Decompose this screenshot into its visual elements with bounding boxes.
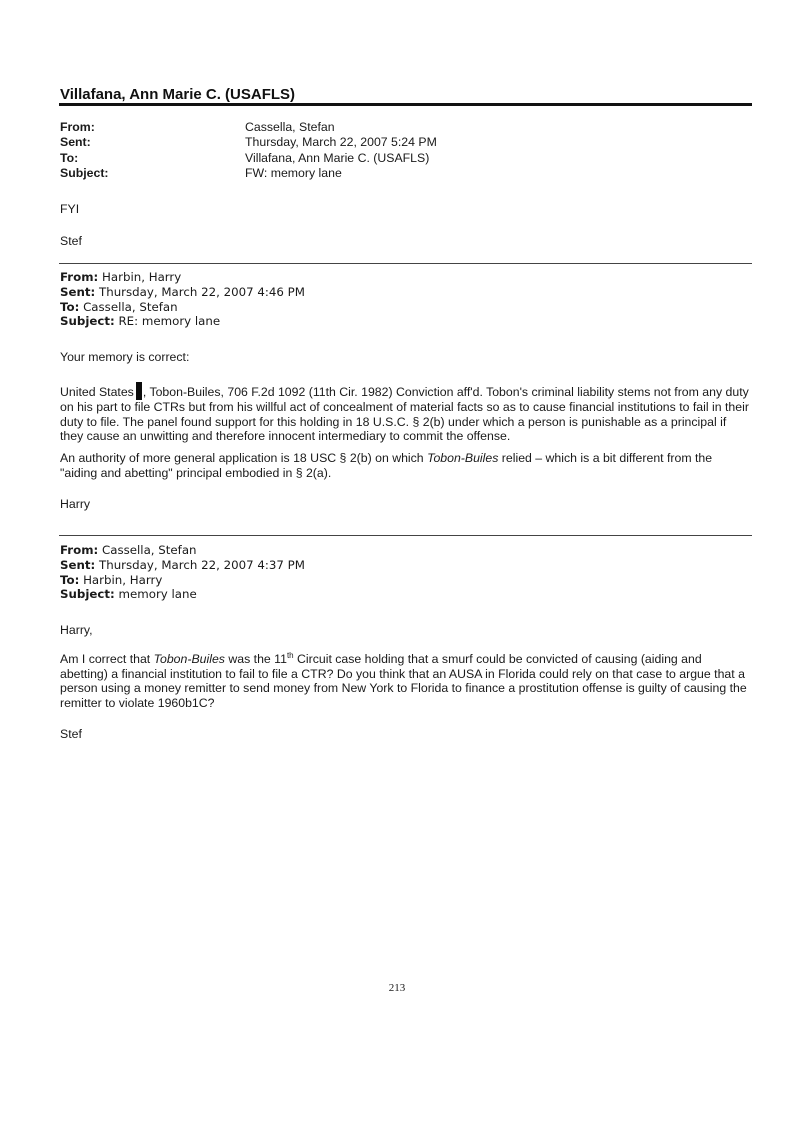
header-from-row — [60, 120, 750, 135]
to-label: To: — [60, 150, 79, 165]
reply-paragraph-1 — [60, 382, 750, 444]
reply-p1-start: United States — [60, 385, 134, 399]
reply-sent-label: Sent: — [60, 284, 96, 299]
original-from-row — [60, 543, 750, 558]
email-header — [60, 120, 750, 181]
reply-paragraph-2 — [60, 451, 750, 480]
reply-p2-case-name: Tobon-Builes — [427, 451, 499, 465]
original-greeting: Harry, — [60, 623, 93, 637]
top-signoff: Stef — [60, 234, 82, 248]
to-value: Villafana, Ann Marie C. (USAFLS) — [245, 150, 430, 165]
reply-subject-value: RE: memory lane — [118, 314, 221, 329]
original-from-value: Cassella, Stefan — [102, 543, 197, 557]
fyi-note: FYI — [60, 202, 80, 216]
redaction-bar — [136, 382, 142, 400]
reply-to-label: To: — [60, 299, 80, 314]
original-sent-row — [60, 558, 750, 573]
header-sent-row — [60, 135, 750, 150]
original-signoff: Stef — [60, 727, 82, 741]
original-subject-label: Subject: — [60, 587, 115, 602]
reply-from-value: Harbin, Harry — [102, 270, 182, 284]
original-to-label: To: — [60, 572, 80, 587]
message-separator — [59, 263, 752, 264]
original-header — [60, 543, 750, 602]
page-number: 213 — [388, 982, 406, 994]
reply-p2-end: relied – which is a bit different from the "aiding and abetting" principal embodied in § 2(a). — [60, 451, 713, 480]
ordinal-superscript: th — [286, 650, 294, 660]
reply-to-value: Cassella, Stefan — [83, 299, 178, 314]
reply-from-label: From: — [60, 270, 99, 284]
original-case-name: Tobon-Builes — [153, 652, 225, 666]
sent-label: Sent: — [60, 135, 91, 150]
reply-to-row — [60, 300, 750, 315]
header-subject-row — [60, 166, 750, 181]
sent-value: Thursday, March 22, 2007 5:24 PM — [245, 135, 437, 150]
subject-label: Subject: — [60, 165, 109, 180]
reply-header — [60, 270, 750, 329]
original-p1-c: Circuit case holding that a smurf could be convicted of causing (aiding and abetting) a financial institution to fail to file a CTR? Do you think that an AUSA in Florida could rely on that case to argue that a person using a money remitter to send money from New York to Florida to finance a prostitution offense is guilty of causing the remitter to violate 1960b1C? — [60, 652, 747, 710]
original-sent-label: Sent: — [60, 557, 96, 572]
original-from-label: From: — [60, 543, 99, 557]
original-paragraph — [60, 652, 750, 710]
original-p1-a: Am I correct that — [60, 652, 154, 666]
title-rule — [59, 103, 752, 106]
from-label: From: — [60, 120, 95, 134]
reply-signoff: Harry — [60, 497, 91, 511]
from-value: Cassella, Stefan — [245, 120, 335, 134]
reply-p1-rest: , Tobon-Builes, 706 F.2d 1092 (11th Cir. 1982) Conviction aff'd. Tobon's criminal liability stems not from any duty on his part to file CTRs but from his willful act of concealment of material facts so as to cause financial institutions to fail in their duty to file. The panel found support for this holding in 18 U.S.C. § 2(b) under which a person is punishable as a principal if they cause an unwitting and therefore innocent intermediary to commit the offense. — [60, 385, 749, 444]
original-sent-value: Thursday, March 22, 2007 4:37 PM — [99, 557, 305, 572]
mailbox-owner-title: Villafana, Ann Marie C. (USAFLS) — [60, 86, 296, 103]
reply-sent-value: Thursday, March 22, 2007 4:46 PM — [99, 284, 305, 299]
reply-p2-start: An authority of more general application is 18 USC § 2(b) on which — [60, 451, 428, 465]
reply-subject-row — [60, 314, 750, 329]
original-to-row — [60, 573, 750, 588]
original-p1-b: was the 11 — [224, 652, 287, 666]
header-to-row — [60, 151, 750, 166]
original-to-value: Harbin, Harry — [83, 572, 163, 587]
reply-from-row — [60, 270, 750, 285]
original-subject-row — [60, 587, 750, 602]
reply-subject-label: Subject: — [60, 314, 115, 329]
original-subject-value: memory lane — [118, 587, 197, 602]
message-separator — [59, 535, 752, 536]
reply-sent-row — [60, 285, 750, 300]
subject-value: FW: memory lane — [245, 165, 342, 180]
reply-intro: Your memory is correct: — [60, 350, 190, 364]
